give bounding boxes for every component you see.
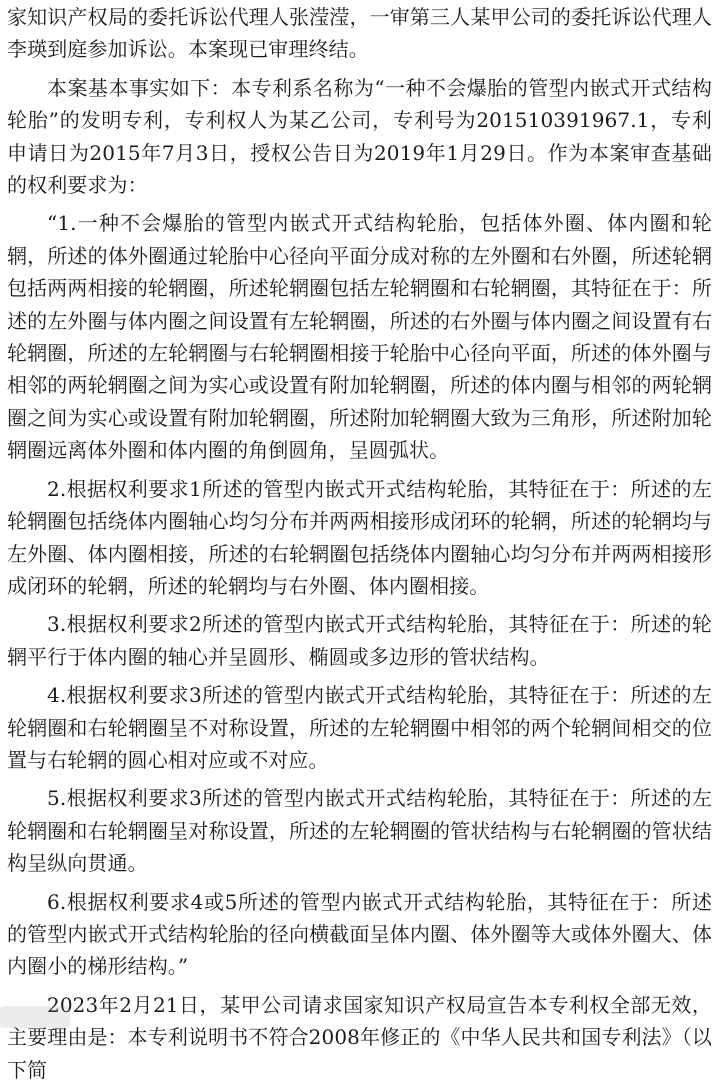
paragraph-claim-1: “1.一种不会爆胎的管型内嵌式开式结构轮胎，包括体外圈、体内圈和轮辋，所述的体外圈通过轮胎中心径向平面分成对称的左外圈和右外圈，所述轮辋包括两两相接的轮辋圈，所述轮辋圈包括左轮辋圈和右轮辋圈，其特征在于：所述的左外圈与体内圈之间设置有左轮辋圈，所述的右外圈与体内圈之间设置有右轮辋圈，所述的左轮辋圈与右轮辋圈相接于轮胎中心径向平面，所述的体外圈与相邻的两轮辋圈之间为实心或设置有附加轮辋圈，所述的体内圈与相邻的两轮辋圈之间为实心或设置有附加轮辋圈，所述附加轮辋圈大致为三角形，所述附加轮辋圈远离体外圈和体内圈的角倒圆角，呈圆弧状。 <box>7 211 712 463</box>
paragraph-claim-3: 3.根据权利要求2所述的管型内嵌式开式结构轮胎，其特征在于：所述的轮辋平行于体内圈的轴心并呈圆形、椭圆或多边形的管状结构。 <box>7 612 712 669</box>
paragraph-basic-facts: 本案基本事实如下：本专利系名称为“一种不会爆胎的管型内嵌式开式结构轮胎”的发明专利，专利权人为某乙公司，专利号为201510391967.1，专利申请日为2015年7月3日，授权公告日为2019年1月29日。作为本案审查基础的权利要求为： <box>7 75 712 198</box>
paragraph-invalidation-request: 2023年2月21日，某甲公司请求国家知识产权局宣告本专利权全部无效，主要理由是：本专利说明书不符合2008年修正的《中华人民共和国专利法》（以下简 <box>7 992 712 1082</box>
paragraph-intro: 家知识产权局的委托诉讼代理人张滢滢，一审第三人某甲公司的委托诉讼代理人李瑛到庭参加诉讼。本案现已审理终结。 <box>7 5 712 62</box>
paragraph-claim-4: 4.根据权利要求3所述的管型内嵌式开式结构轮胎，其特征在于：所述的左轮辋圈和右轮辋圈呈不对称设置，所述的左轮辋圈中相邻的两个轮辋间相交的位置与右轮辋的圆心相对应或不对应。 <box>7 683 712 772</box>
paragraph-claim-6: 6.根据权利要求4或5所述的管型内嵌式开式结构轮胎，其特征在于：所述的管型内嵌式开式结构轮胎的径向横截面呈体内圈、体外圈等大或体外圈大、体内圈小的梯形结构。” <box>7 889 712 979</box>
watermark-logo <box>0 1006 70 1028</box>
paragraph-claim-5: 5.根据权利要求3所述的管型内嵌式开式结构轮胎，其特征在于：所述的左轮辋圈和右轮辋圈呈对称设置，所述的左轮辋圈的管状结构与右轮辋圈的管状结构呈纵向贯通。 <box>7 786 712 876</box>
paragraph-claim-2: 2.根据权利要求1所述的管型内嵌式开式结构轮胎，其特征在于：所述的左轮辋圈包括绕体内圈轴心均匀分布并两两相接形成闭环的轮辋，所述的轮辋均与左外圈、体内圈相接，所述的右轮辋圈包括绕体内圈轴心均匀分布并两两相接形成闭环的轮辋，所述的轮辋均与右外圈、体内圈相接。 <box>7 476 712 598</box>
